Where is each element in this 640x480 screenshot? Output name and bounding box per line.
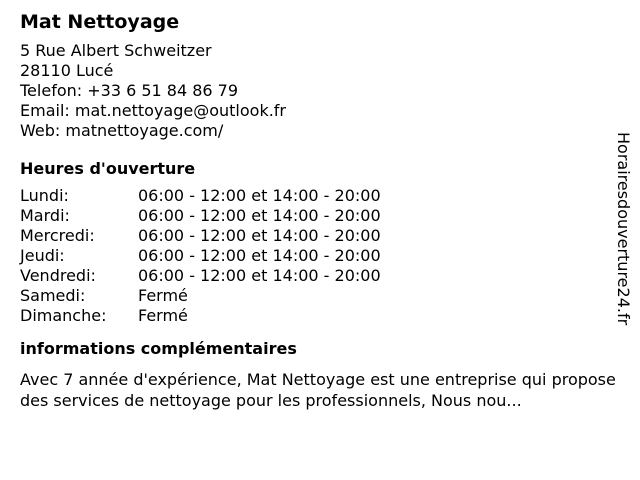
hours-heading: Heures d'ouverture — [20, 159, 196, 178]
day-hours: 06:00 - 12:00 et 14:00 - 20:00 — [138, 186, 381, 205]
day-label: Mercredi: — [20, 226, 95, 245]
address-street: 5 Rue Albert Schweitzer — [20, 41, 212, 60]
day-label: Lundi: — [20, 186, 69, 205]
hours-row-samedi — [20, 286, 620, 306]
day-label: Samedi: — [20, 286, 86, 305]
info-text: Avec 7 année d'expérience, Mat Nettoyage est une entreprise qui propose des services de nettoyage pour les professionnels, Nous nou... — [20, 370, 616, 410]
day-label: Jeudi: — [20, 246, 65, 265]
day-label: Dimanche: — [20, 306, 107, 325]
hours-row-mardi — [20, 206, 620, 226]
hours-table — [20, 186, 620, 326]
hours-row-jeudi — [20, 246, 620, 266]
web-line: Web: matnettoyage.com/ — [20, 121, 224, 140]
phone-line: Telefon: +33 6 51 84 86 79 — [20, 81, 239, 100]
hours-row-lundi — [20, 186, 620, 206]
business-card — [20, 9, 620, 411]
day-hours: 06:00 - 12:00 et 14:00 - 20:00 — [138, 206, 381, 225]
day-label: Vendredi: — [20, 266, 96, 285]
day-hours: Fermé — [138, 286, 188, 305]
day-hours: 06:00 - 12:00 et 14:00 - 20:00 — [138, 266, 381, 285]
day-hours: Fermé — [138, 306, 188, 325]
email-line: Email: mat.nettoyage@outlook.fr — [20, 101, 286, 120]
hours-row-mercredi — [20, 226, 620, 246]
business-name: Mat Nettoyage — [20, 11, 180, 33]
address-city: 28110 Lucé — [20, 61, 114, 80]
info-heading: informations complémentaires — [20, 339, 297, 358]
day-hours: 06:00 - 12:00 et 14:00 - 20:00 — [138, 246, 381, 265]
day-label: Mardi: — [20, 206, 70, 225]
hours-row-vendredi — [20, 266, 620, 286]
hours-row-dimanche — [20, 306, 620, 326]
site-watermark: Horairesdouverture24.fr — [614, 132, 633, 326]
day-hours: 06:00 - 12:00 et 14:00 - 20:00 — [138, 226, 381, 245]
